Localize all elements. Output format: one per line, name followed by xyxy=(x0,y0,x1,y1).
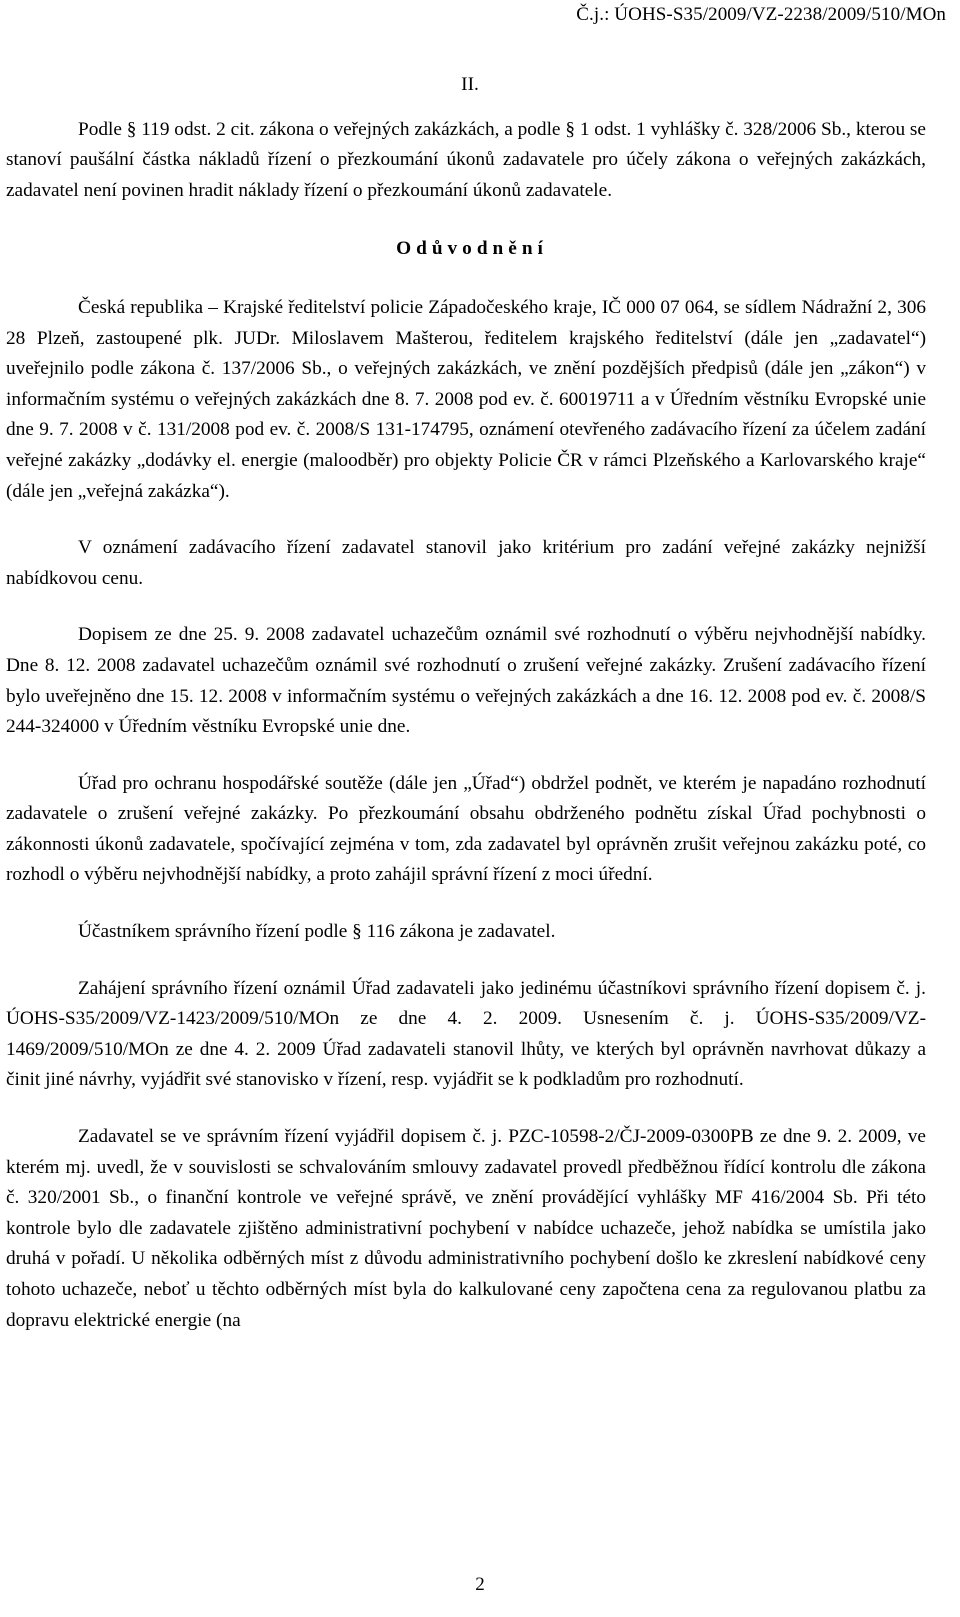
paragraph-participant: Účastníkem správního řízení podle § 116 zákona je zadavatel. xyxy=(78,921,556,943)
page-number: 2 xyxy=(475,1574,485,1595)
paragraph-authority-statement: Zadavatel se ve správním řízení vyjádřil dopisem č. j. PZC-10598-2/ČJ-2009-0300PB ze dne 9. 2. 2009, ve kterém mj. uvedl, že v souvislosti se schvalováním smlouvy zadavatel provedl předběžnou řídící kontrolu dle zákona č. 320/2001 Sb., o finanční kontrole ve veřejné správě, ve znění provádějící vyhlášky MF 416/2004 Sb. Při této kontrole bylo dle zadavatele zjištěno administrativní pochybení v nabídce uchazeče, jehož nabídka se umístila jako druhá v pořadí. U několika odběrných míst z důvodu administrativního pochybení došlo ke zkreslení nabídkové ceny tohoto uchazeče, neboť u těchto odběrných míst byla do kalkulované ceny započtena cena za regulovanou platbu za dopravu elektrické energie (na xyxy=(6,1126,926,1331)
section-number: II. xyxy=(461,74,479,95)
paragraph-office-complaint: Úřad pro ochranu hospodářské soutěže (dále jen „Úřad“) obdržel podnět, ve kterém je napadáno rozhodnutí zadavatele o zrušení veřejné zakázky. Po přezkoumání obsahu obdrženého podnětu získal Úřad pochybnosti o zákonnosti úkonů zadavatele, spočívající zejména v tom, zda zadavatel byl oprávněn zrušit veřejnou zakázku poté, co rozhodl o výběru nejvhodnější nabídky, a proto zahájil správní řízení z moci úřední. xyxy=(6,772,926,886)
paragraph-proceedings-start: Zahájení správního řízení oznámil Úřad zadavateli jako jedinému účastníkovi správního řízení dopisem č. j. ÚOHS-S35/2009/VZ-1423/2009/510/MOn ze dne 4. 2. 2009. Usnesením č. j. ÚOHS-S35/2009/VZ-1469/2009/510/MOn ze dne 4. 2. 2009 Úřad zadavateli stanovil lhůty, ve kterých byl oprávněn navrhovat důkazy a činit jiné návrhy, vyjádřit své stanovisko v řízení, resp. vyjádřit se k podkladům pro rozhodnutí. xyxy=(6,977,926,1091)
paragraph-contracting-authority: Česká republika – Krajské ředitelství policie Západočeského kraje, IČ 000 07 064, se sídlem Nádražní 2, 306 28 Plzeň, zastoupené plk. JUDr. Miloslavem Mašterou, ředitelem krajského ředitelství (dále jen „zadavatel“) uveřejnilo podle zákona č. 137/2006 Sb., o veřejných zakázkách, ve znění pozdějších předpisů (dále jen „zákon“) v informačním systému o veřejných zakázkách dne 8. 7. 2008 pod ev. č. 60019711 a v Úředním věstníku Evropské unie dne 9. 7. 2008 v č. 131/2008 pod ev. č. 2008/S 131-174795, oznámení otevřeného zadávacího řízení za účelem zadání veřejné zakázky „dodávky el. energie (maloodběr) pro objekty Policie ČR v rámci Plzeňského a Karlovarského kraje“ (dále jen „veřejná zakázka“). xyxy=(6,296,926,502)
paragraph-costs: Podle § 119 odst. 2 cit. zákona o veřejných zakázkách, a podle § 1 odst. 1 vyhlášky č. 328/2006 Sb., kterou se stanoví paušální částka nákladů řízení o přezkoumání úkonů zadavatele pro účely zákona o veřejných zakázkách, zadavatel není povinen hradit náklady řízení o přezkoumání úkonů zadavatele. xyxy=(6,118,926,201)
paragraph-award-criterion: V oznámení zadávacího řízení zadavatel stanovil jako kritérium pro zadání veřejné zakázky nejnižší nabídkovou cenu. xyxy=(6,537,926,589)
reasoning-heading: Odůvodnění xyxy=(396,238,548,260)
paragraph-cancellation: Dopisem ze dne 25. 9. 2008 zadavatel uchazečům oznámil své rozhodnutí o výběru nejvhodnější nabídky. Dne 8. 12. 2008 zadavatel uchazečům oznámil své rozhodnutí o zrušení veřejné zakázky. Zrušení zadávacího řízení bylo uveřejněno dne 15. 12. 2008 v informačním systému o veřejných zakázkách a dne 16. 12. 2008 pod ev. č. 2008/S 244-324000 v Úředním věstníku Evropské unie dne. xyxy=(6,624,926,738)
document-page xyxy=(6,70,926,1362)
document-reference-number: Č.j.: ÚOHS-S35/2009/VZ-2238/2009/510/MOn xyxy=(576,4,946,25)
